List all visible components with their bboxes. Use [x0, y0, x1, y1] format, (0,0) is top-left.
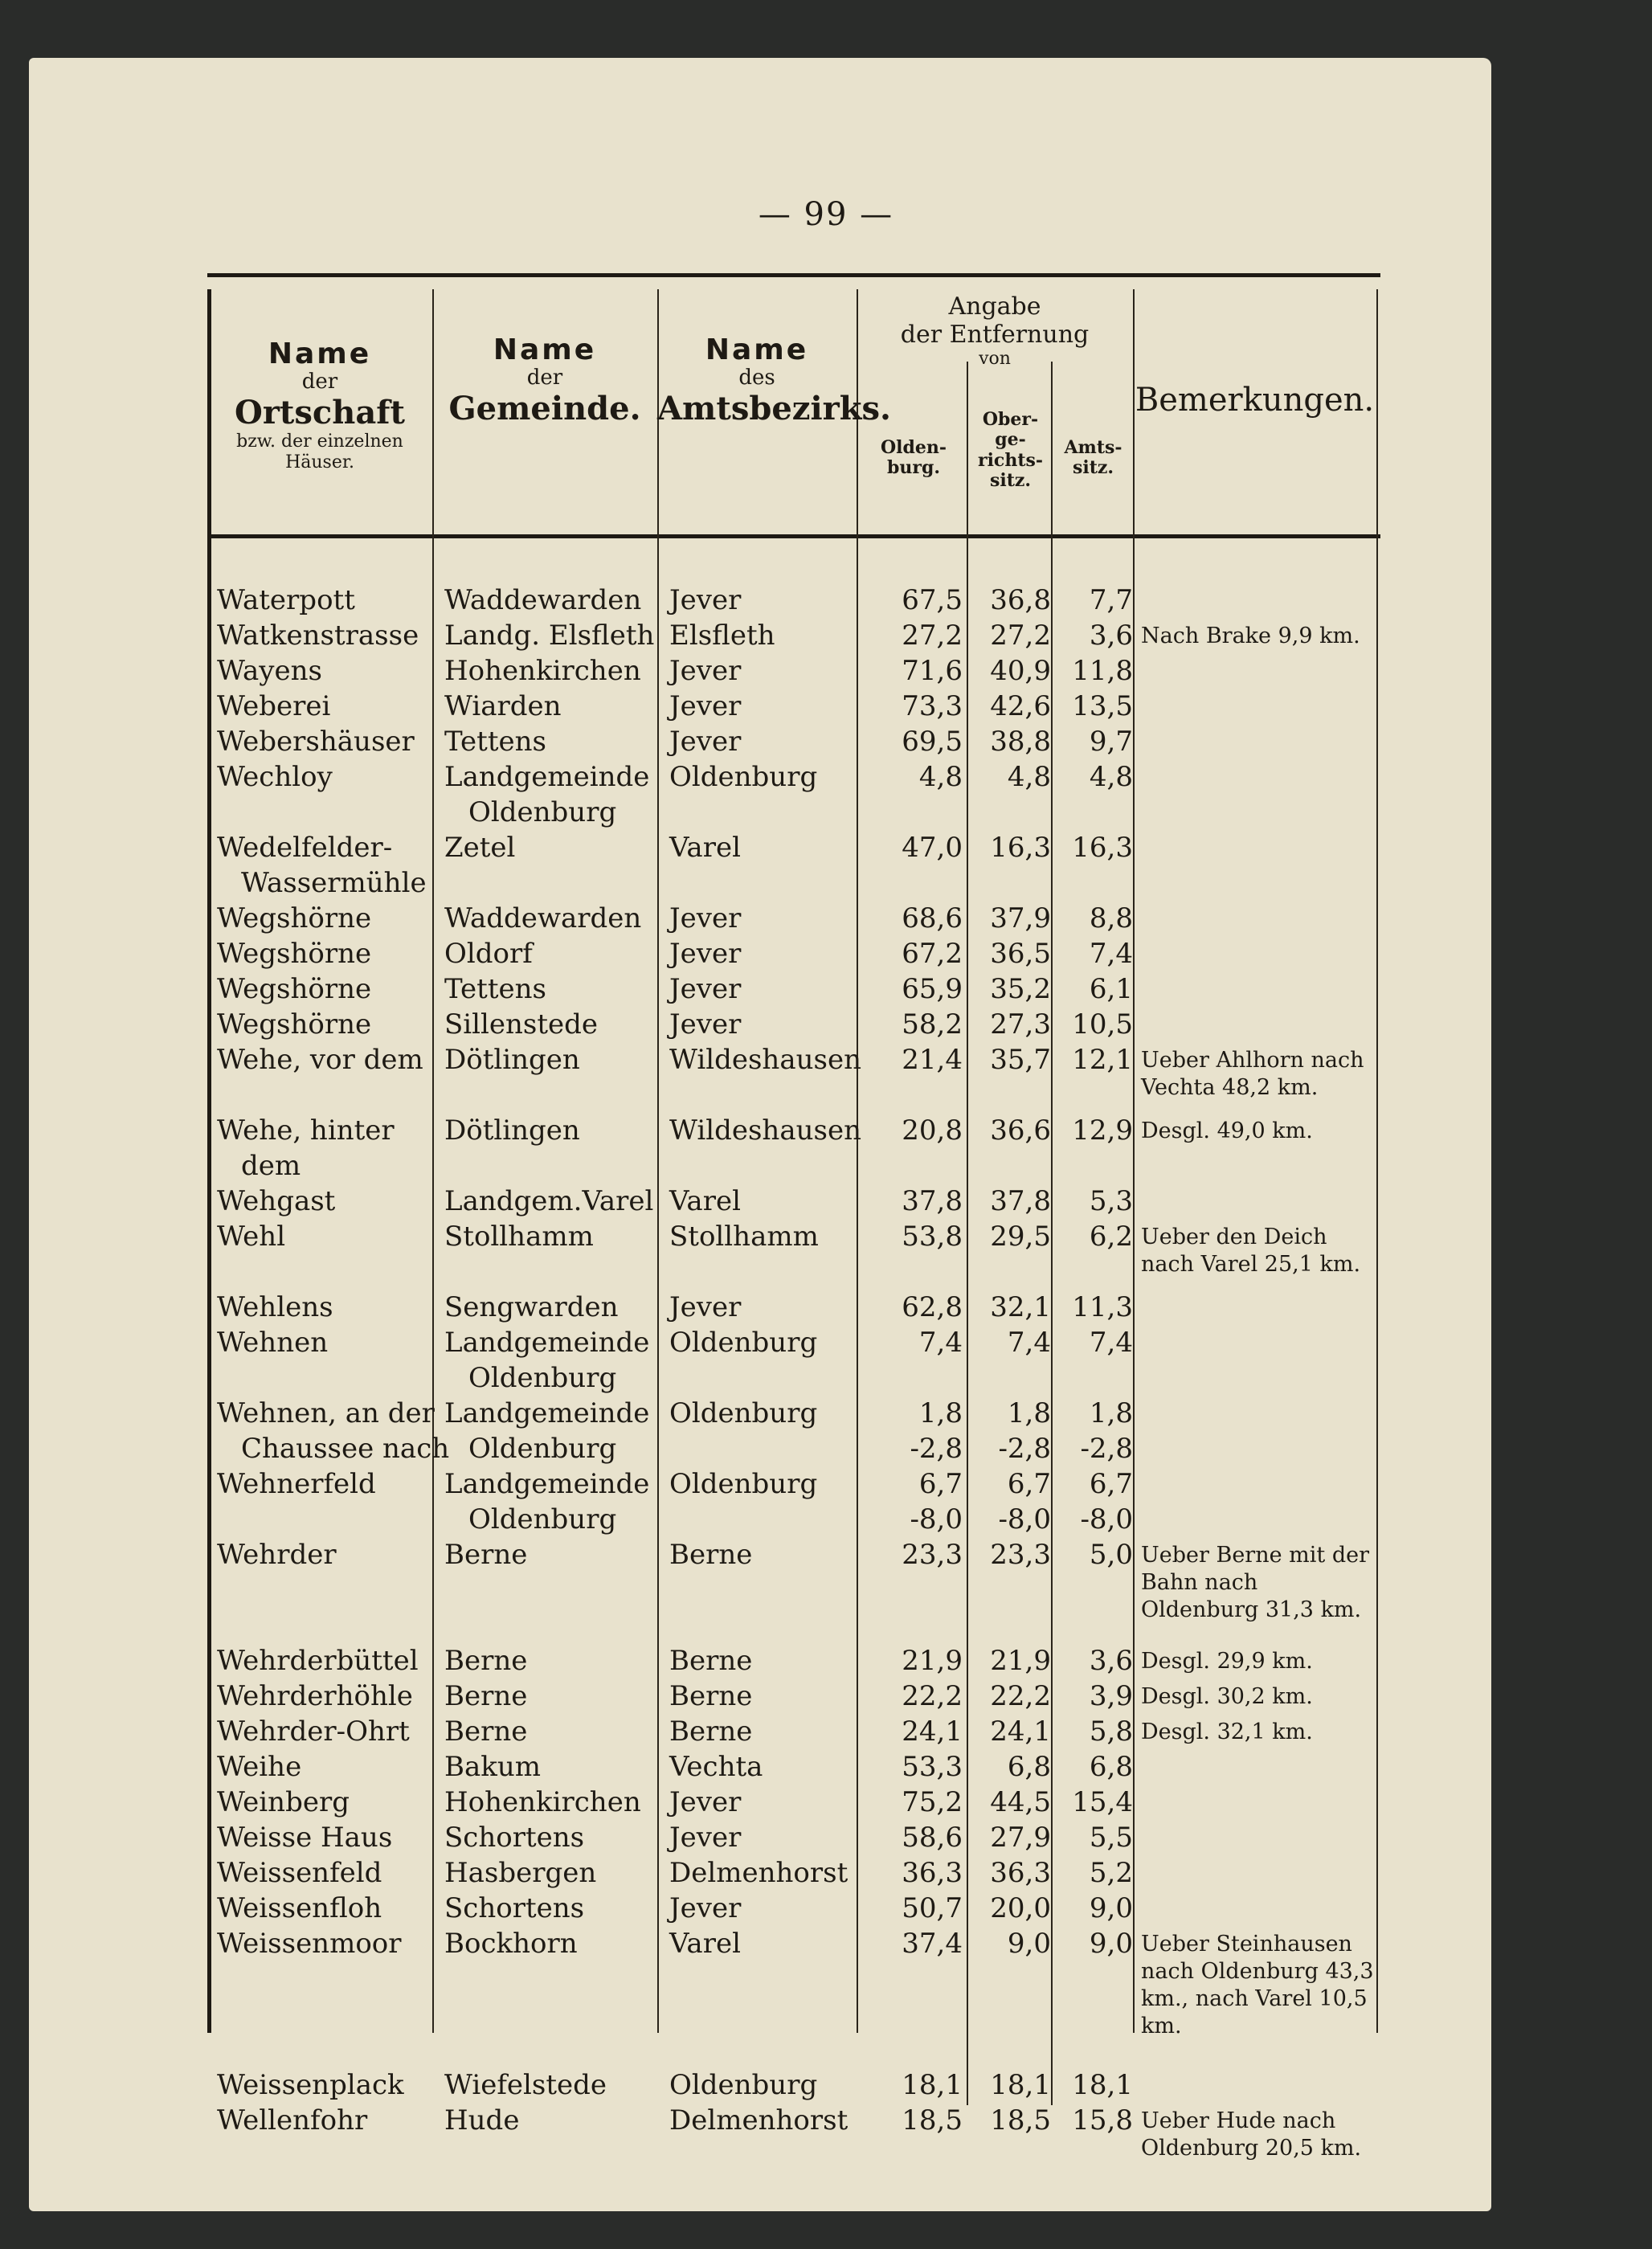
cell-d3: 6,1 [1089, 973, 1133, 1005]
header-entfernung: Angabe der Entfernung von [900, 292, 1090, 369]
table-row [207, 1042, 1380, 1113]
cell-d3: 13,5 [1072, 690, 1133, 722]
table-row [207, 2103, 1380, 2173]
cell-d3: 11,8 [1072, 655, 1133, 687]
header-bemerkungen: Bemerkungen. [1135, 382, 1375, 419]
cell-ort: Weissenplack [217, 2069, 404, 2101]
cell-ort: Weissenmoor [217, 1928, 402, 1960]
cell-d3b: -8,0 [1080, 1503, 1133, 1535]
cell-d2: 35,2 [990, 973, 1051, 1005]
cell-gem: Landgem.Varel [444, 1185, 654, 1217]
cell-d3: 7,7 [1089, 584, 1133, 616]
cell-ort: Webershäuser [217, 726, 415, 758]
cell-ort: Wegshörne [217, 973, 372, 1005]
cell-amt: Jever [669, 726, 742, 758]
cell-d1: 37,8 [902, 1185, 963, 1217]
distance-table [207, 273, 1380, 2161]
cell-d1: 20,8 [902, 1114, 963, 1147]
header-amtsbezirk: Name des Amtsbezirks. [657, 333, 891, 428]
cell-d2: 21,9 [990, 1645, 1051, 1677]
cell-amt: Wildeshausen [669, 1044, 861, 1076]
cell-d1: 53,3 [902, 1751, 963, 1783]
cell-d1: 67,5 [902, 584, 963, 616]
cell-d2: 32,1 [990, 1291, 1051, 1323]
header-gemeinde: Name der Gemeinde. [448, 333, 641, 428]
cell-ort: Wegshörne [217, 1008, 372, 1041]
table-row [207, 830, 1380, 901]
cell-d3: 5,0 [1089, 1539, 1133, 1571]
cell-gem: Schortens [444, 1822, 585, 1854]
cell-amt: Jever [669, 584, 742, 616]
cell-ort: Wehnerfeld [217, 1468, 376, 1500]
cell-d3: 7,4 [1089, 938, 1133, 970]
table-row [207, 1007, 1380, 1042]
cell-amt: Oldenburg [669, 1327, 818, 1359]
table-row [207, 971, 1380, 1007]
cell-amt: Jever [669, 1892, 742, 1924]
table-row [207, 1396, 1380, 1466]
table-row [207, 1855, 1380, 1891]
table-row [207, 1537, 1380, 1643]
cell-d3: 3,6 [1089, 619, 1133, 652]
cell-d1: 75,2 [902, 1786, 963, 1818]
cell-ort: Wegshörne [217, 902, 372, 934]
cell-gem: Hude [444, 2104, 520, 2137]
cell-d3: 7,4 [1089, 1327, 1133, 1359]
cell-d3b: -2,8 [1080, 1433, 1133, 1465]
cell-d2: 27,3 [990, 1008, 1051, 1041]
cell-gem: Hohenkirchen [444, 1786, 641, 1818]
cell-d2: 36,5 [990, 938, 1051, 970]
cell-ort: Wehlens [217, 1291, 333, 1323]
table-row [207, 759, 1380, 830]
cell-ort: Weissenfeld [217, 1857, 382, 1889]
cell-gem: Berne [444, 1645, 528, 1677]
cell-d3: 11,3 [1072, 1291, 1133, 1323]
cell-ort: Weihe [217, 1751, 302, 1783]
cell-d1: 37,4 [902, 1928, 963, 1960]
cell-amt: Berne [669, 1715, 753, 1748]
cell-gem: Tettens [444, 973, 546, 1005]
cell-ort2: dem [241, 1150, 301, 1182]
cell-d1: 27,2 [902, 619, 963, 652]
cell-d1: 62,8 [902, 1291, 963, 1323]
cell-d1: 21,9 [902, 1645, 963, 1677]
cell-d1: 68,6 [902, 902, 963, 934]
cell-d1: 24,1 [902, 1715, 963, 1748]
cell-ort: Weissenfloh [217, 1892, 382, 1924]
cell-d2: 37,8 [990, 1185, 1051, 1217]
cell-amt: Oldenburg [669, 1468, 818, 1500]
cell-ort: Wehrderbüttel [217, 1645, 419, 1677]
cell-d1: 4,8 [918, 761, 963, 793]
cell-ort: Wellenfohr [217, 2104, 368, 2137]
table-row [207, 1325, 1380, 1396]
cell-d1: 58,2 [902, 1008, 963, 1041]
cell-amt: Berne [669, 1645, 753, 1677]
cell-d2: 6,7 [1007, 1468, 1051, 1500]
cell-d2: 40,9 [990, 655, 1051, 687]
cell-d2: 24,1 [990, 1715, 1051, 1748]
cell-d1: 73,3 [902, 690, 963, 722]
cell-d3: 5,8 [1089, 1715, 1133, 1748]
cell-d3: 9,7 [1089, 726, 1133, 758]
cell-ort2: Wassermühle [241, 867, 427, 899]
table-row [207, 724, 1380, 759]
cell-d1: 18,5 [902, 2104, 963, 2137]
cell-amt: Jever [669, 1786, 742, 1818]
cell-amt: Jever [669, 938, 742, 970]
cell-gem: Wiefelstede [444, 2069, 607, 2101]
table-row [207, 1714, 1380, 1749]
cell-d1b: -2,8 [910, 1433, 963, 1465]
cell-gem: Sillenstede [444, 1008, 599, 1041]
cell-gem: Waddewarden [444, 902, 642, 934]
table-row [207, 1891, 1380, 1926]
cell-d1: 58,6 [902, 1822, 963, 1854]
cell-d2: 9,0 [1007, 1928, 1051, 1960]
cell-rem: Desgl. 30,2 km. [1141, 1684, 1313, 1709]
cell-d2b: -8,0 [998, 1503, 1051, 1535]
table-row [207, 1184, 1380, 1219]
cell-amt: Oldenburg [669, 2069, 818, 2101]
cell-d1: 50,7 [902, 1892, 963, 1924]
cell-gem: Landgemeinde [444, 761, 650, 793]
cell-amt: Delmenhorst [669, 1857, 848, 1889]
cell-d1b: -8,0 [910, 1503, 963, 1535]
cell-d3: 3,9 [1089, 1680, 1133, 1712]
table-row [207, 936, 1380, 971]
cell-d1: 1,8 [918, 1397, 963, 1429]
cell-d1: 65,9 [902, 973, 963, 1005]
table-row [207, 2067, 1380, 2103]
table-row [207, 653, 1380, 689]
table-row [207, 689, 1380, 724]
cell-ort: Wayens [217, 655, 322, 687]
cell-rem: Ueber Berne mit der Bahn nach Oldenburg 31,3 km. [1141, 1543, 1370, 1622]
cell-d3: 18,1 [1072, 2069, 1133, 2101]
cell-d1: 6,7 [918, 1468, 963, 1500]
header-ortschaft: Name der Ortschaft bzw. der einzelnen Häuser. [235, 337, 405, 472]
cell-gem: Dötlingen [444, 1114, 580, 1147]
cell-gem: Waddewarden [444, 584, 642, 616]
cell-d1: 7,4 [918, 1327, 963, 1359]
table-row [207, 1820, 1380, 1855]
cell-gem: Dötlingen [444, 1044, 580, 1076]
cell-ort: Waterpott [217, 584, 355, 616]
cell-d2: 6,8 [1007, 1751, 1051, 1783]
cell-amt: Elsfleth [669, 619, 775, 652]
cell-gem: Landg. Elsfleth [444, 619, 655, 652]
table-row [207, 1679, 1380, 1714]
cell-rem: Nach Brake 9,9 km. [1141, 624, 1360, 648]
cell-ort: Weisse Haus [217, 1822, 393, 1854]
table-row [207, 1219, 1380, 1290]
table-row [207, 1749, 1380, 1785]
cell-d1: 18,1 [902, 2069, 963, 2101]
cell-gem2: Oldenburg [468, 796, 617, 828]
cell-amt: Wildeshausen [669, 1114, 861, 1147]
cell-ort: Wehrderhöhle [217, 1680, 413, 1712]
cell-d2: 18,5 [990, 2104, 1051, 2137]
cell-d2b: -2,8 [998, 1433, 1051, 1465]
table-row [207, 901, 1380, 936]
cell-d2: 29,5 [990, 1221, 1051, 1253]
table-row [207, 1785, 1380, 1820]
table-row [207, 618, 1380, 653]
header-obergerichtssitz: Ober- ge- richts- sitz. [977, 409, 1044, 491]
cell-d3: 1,8 [1089, 1397, 1133, 1429]
cell-ort: Watkenstrasse [217, 619, 419, 652]
cell-d2: 42,6 [990, 690, 1051, 722]
cell-d3: 9,0 [1089, 1928, 1133, 1960]
cell-gem: Bockhorn [444, 1928, 578, 1960]
cell-ort: Wehe, vor dem [217, 1044, 423, 1076]
cell-d3: 5,3 [1089, 1185, 1133, 1217]
cell-d3: 5,5 [1089, 1822, 1133, 1854]
cell-d1: 36,3 [902, 1857, 963, 1889]
cell-amt: Jever [669, 1291, 742, 1323]
cell-gem: Schortens [444, 1892, 585, 1924]
cell-d1: 67,2 [902, 938, 963, 970]
table-body [207, 583, 1380, 2173]
cell-gem: Berne [444, 1539, 528, 1571]
cell-d2: 36,8 [990, 584, 1051, 616]
cell-amt: Delmenhorst [669, 2104, 848, 2137]
cell-gem2: Oldenburg [468, 1503, 617, 1535]
cell-d2: 36,6 [990, 1114, 1051, 1147]
cell-ort: Wehgast [217, 1185, 336, 1217]
cell-ort: Weinberg [217, 1786, 350, 1818]
cell-gem: Oldorf [444, 938, 533, 970]
cell-rem: Ueber Ahlhorn nach Vechta 48,2 km. [1141, 1048, 1364, 1100]
page-number: — 99 — [758, 196, 894, 233]
cell-amt: Berne [669, 1680, 753, 1712]
cell-d3: 8,8 [1089, 902, 1133, 934]
cell-amt: Oldenburg [669, 761, 818, 793]
cell-gem: Berne [444, 1680, 528, 1712]
cell-d2: 27,9 [990, 1822, 1051, 1854]
cell-amt: Jever [669, 973, 742, 1005]
cell-gem: Bakum [444, 1751, 541, 1783]
cell-gem: Hasbergen [444, 1857, 597, 1889]
cell-d3: 6,7 [1089, 1468, 1133, 1500]
table-row [207, 1466, 1380, 1537]
cell-rem: Desgl. 32,1 km. [1141, 1719, 1313, 1744]
cell-ort: Wechloy [217, 761, 333, 793]
cell-ort: Wehrder-Ohrt [217, 1715, 410, 1748]
cell-d1: 53,8 [902, 1221, 963, 1253]
cell-amt: Varel [669, 1928, 741, 1960]
cell-d2: 1,8 [1007, 1397, 1051, 1429]
cell-d1: 21,4 [902, 1044, 963, 1076]
cell-d3: 6,8 [1089, 1751, 1133, 1783]
header-bottom-rule [207, 534, 1380, 538]
cell-gem2: Oldenburg [468, 1362, 617, 1394]
cell-d3: 3,6 [1089, 1645, 1133, 1677]
cell-d2: 37,9 [990, 902, 1051, 934]
cell-amt: Varel [669, 1185, 741, 1217]
cell-d2: 7,4 [1007, 1327, 1051, 1359]
cell-d3: 15,8 [1072, 2104, 1133, 2137]
cell-ort: Wehnen, an der [217, 1397, 435, 1429]
cell-ort: Wehe, hinter [217, 1114, 395, 1147]
cell-d3: 6,2 [1089, 1221, 1133, 1253]
cell-rem: Desgl. 49,0 km. [1141, 1118, 1313, 1143]
cell-gem: Berne [444, 1715, 528, 1748]
cell-d3: 15,4 [1072, 1786, 1133, 1818]
header-amtssitz: Amts- sitz. [1064, 437, 1122, 479]
cell-d2: 22,2 [990, 1680, 1051, 1712]
cell-gem: Zetel [444, 832, 516, 864]
cell-d3: 12,1 [1072, 1044, 1133, 1076]
cell-d2: 4,8 [1007, 761, 1051, 793]
cell-amt: Jever [669, 1008, 742, 1041]
cell-ort: Weberei [217, 690, 331, 722]
table-row [207, 1643, 1380, 1679]
cell-ort: Wehnen [217, 1327, 329, 1359]
cell-d2: 38,8 [990, 726, 1051, 758]
table-row [207, 1290, 1380, 1325]
cell-rem: Desgl. 29,9 km. [1141, 1649, 1313, 1674]
cell-d1: 71,6 [902, 655, 963, 687]
cell-d3: 10,5 [1072, 1008, 1133, 1041]
cell-d2: 44,5 [990, 1786, 1051, 1818]
cell-d1: 23,3 [902, 1539, 963, 1571]
cell-d1: 47,0 [902, 832, 963, 864]
cell-amt: Varel [669, 832, 741, 864]
cell-amt: Vechta [669, 1751, 763, 1783]
cell-gem2: Oldenburg [468, 1433, 617, 1465]
cell-rem: Ueber Hude nach Oldenburg 20,5 km. [1141, 2108, 1362, 2161]
cell-gem: Landgemeinde [444, 1397, 650, 1429]
cell-d3: 9,0 [1089, 1892, 1133, 1924]
cell-d1: 22,2 [902, 1680, 963, 1712]
cell-d2: 23,3 [990, 1539, 1051, 1571]
cell-d3: 12,9 [1072, 1114, 1133, 1147]
cell-amt: Jever [669, 902, 742, 934]
cell-ort: Wegshörne [217, 938, 372, 970]
cell-ort: Wedelfelder- [217, 832, 393, 864]
cell-rem: Ueber den Deich nach Varel 25,1 km. [1141, 1225, 1361, 1277]
cell-d2: 35,7 [990, 1044, 1051, 1076]
table-top-rule [207, 273, 1380, 277]
cell-d3: 4,8 [1089, 761, 1133, 793]
cell-d2: 20,0 [990, 1892, 1051, 1924]
table-row [207, 1113, 1380, 1184]
cell-gem: Wiarden [444, 690, 562, 722]
cell-amt: Jever [669, 690, 742, 722]
cell-ort: Wehl [217, 1221, 286, 1253]
table-row [207, 1926, 1380, 2067]
header-oldenburg: Olden- burg. [880, 437, 947, 479]
cell-amt: Jever [669, 1822, 742, 1854]
table-row [207, 583, 1380, 618]
cell-gem: Landgemeinde [444, 1468, 650, 1500]
cell-d3: 5,2 [1089, 1857, 1133, 1889]
cell-gem: Tettens [444, 726, 546, 758]
cell-d3: 16,3 [1072, 832, 1133, 864]
cell-d2: 27,2 [990, 619, 1051, 652]
cell-ort2: Chaussee nach [241, 1433, 450, 1465]
cell-gem: Landgemeinde [444, 1327, 650, 1359]
cell-d1: 69,5 [902, 726, 963, 758]
cell-d2: 16,3 [990, 832, 1051, 864]
cell-rem: Ueber Steinhausen nach Oldenburg 43,3 km., nach Varel 10,5 km. [1141, 1932, 1374, 2038]
cell-d2: 18,1 [990, 2069, 1051, 2101]
cell-amt: Oldenburg [669, 1397, 818, 1429]
cell-d2: 36,3 [990, 1857, 1051, 1889]
cell-amt: Jever [669, 655, 742, 687]
cell-amt: Stollhamm [669, 1221, 819, 1253]
cell-amt: Berne [669, 1539, 753, 1571]
cell-gem: Hohenkirchen [444, 655, 641, 687]
cell-gem: Sengwarden [444, 1291, 619, 1323]
cell-ort: Wehrder [217, 1539, 337, 1571]
cell-gem: Stollhamm [444, 1221, 594, 1253]
